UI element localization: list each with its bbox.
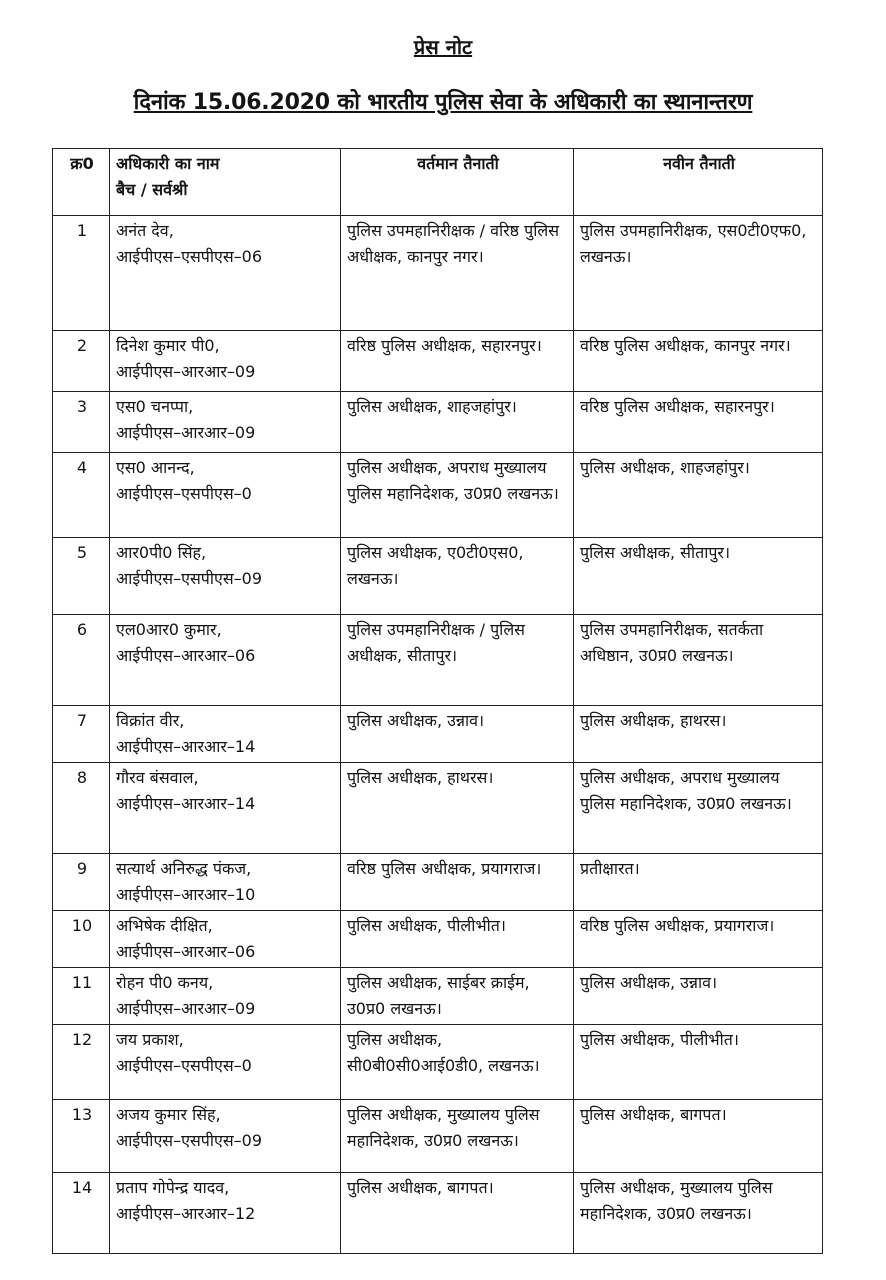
officer-name: प्रताप गोपेन्द्र यादव, <box>116 1178 230 1197</box>
row-current-posting: वरिष्ठ पुलिस अधीक्षक, प्रयागराज। <box>341 854 574 911</box>
row-serial-number: 4 <box>53 453 110 538</box>
row-new-posting: पुलिस अधीक्षक, अपराध मुख्यालय पुलिस महानिदेशक, उ0प्र0 लखनऊ। <box>574 763 823 854</box>
row-officer <box>110 331 341 392</box>
row-serial-number: 2 <box>53 331 110 392</box>
row-current-posting: पुलिस अधीक्षक, अपराध मुख्यालय पुलिस महानिदेशक, उ0प्र0 लखनऊ। <box>341 453 574 538</box>
transfer-table <box>52 148 823 1254</box>
row-new-posting: वरिष्ठ पुलिस अधीक्षक, सहारनपुर। <box>574 392 823 453</box>
row-current-posting: पुलिस अधीक्षक, बागपत। <box>341 1173 574 1254</box>
table-row <box>53 1100 823 1173</box>
officer-name: गौरव बंसवाल, <box>116 768 199 787</box>
row-new-posting: पुलिस अधीक्षक, पीलीभीत। <box>574 1025 823 1100</box>
header-officer-name-line1: अधिकारी का नाम <box>116 154 220 173</box>
header-officer-name-line2: बैच / सर्वश्री <box>116 180 188 199</box>
officer-batch: आईपीएस–आरआर–06 <box>116 646 256 665</box>
table-row <box>53 911 823 968</box>
row-serial-number: 11 <box>53 968 110 1025</box>
row-serial-number: 6 <box>53 615 110 706</box>
table-row <box>53 331 823 392</box>
row-current-posting: पुलिस अधीक्षक, ए0टी0एस0, लखनऊ। <box>341 538 574 615</box>
row-current-posting: पुलिस अधीक्षक, उन्नाव। <box>341 706 574 763</box>
officer-name: जय प्रकाश, <box>116 1030 184 1049</box>
header-current-posting: वर्तमान तैनाती <box>341 149 574 216</box>
officer-name: आर0पी0 सिंह, <box>116 543 207 562</box>
row-current-posting: पुलिस अधीक्षक, मुख्यालय पुलिस महानिदेशक, उ0प्र0 लखनऊ। <box>341 1100 574 1173</box>
table-row <box>53 854 823 911</box>
row-current-posting: पुलिस अधीक्षक, साईबर क्राईम, उ0प्र0 लखनऊ। <box>341 968 574 1025</box>
row-officer <box>110 538 341 615</box>
officer-name: दिनेश कुमार पी0, <box>116 336 220 355</box>
row-new-posting: प्रतीक्षारत। <box>574 854 823 911</box>
row-new-posting: पुलिस उपमहानिरीक्षक, एस0टी0एफ0, लखनऊ। <box>574 216 823 331</box>
row-current-posting: पुलिस अधीक्षक, सी0बी0सी0आई0डी0, लखनऊ। <box>341 1025 574 1100</box>
row-new-posting: पुलिस अधीक्षक, शाहजहांपुर। <box>574 453 823 538</box>
row-current-posting: वरिष्ठ पुलिस अधीक्षक, सहारनपुर। <box>341 331 574 392</box>
row-serial-number: 8 <box>53 763 110 854</box>
officer-batch: आईपीएस–आरआर–06 <box>116 942 256 961</box>
row-serial-number: 9 <box>53 854 110 911</box>
row-new-posting: वरिष्ठ पुलिस अधीक्षक, कानपुर नगर। <box>574 331 823 392</box>
officer-batch: आईपीएस–आरआर–09 <box>116 999 256 1018</box>
officer-name: रोहन पी0 कनय, <box>116 973 214 992</box>
officer-name: अभिषेक दीक्षित, <box>116 916 213 935</box>
row-current-posting: पुलिस अधीक्षक, शाहजहांपुर। <box>341 392 574 453</box>
row-serial-number: 3 <box>53 392 110 453</box>
row-new-posting: पुलिस उपमहानिरीक्षक, सतर्कता अधिष्ठान, उ0प्र0 लखनऊ। <box>574 615 823 706</box>
officer-batch: आईपीएस–एसपीएस–09 <box>116 569 263 588</box>
header-officer-name <box>110 149 341 216</box>
row-serial-number: 7 <box>53 706 110 763</box>
officer-batch: आईपीएस–आरआर–14 <box>116 737 256 756</box>
table-row <box>53 453 823 538</box>
table-header-row <box>53 149 823 216</box>
table-row <box>53 706 823 763</box>
row-officer <box>110 453 341 538</box>
table-row <box>53 763 823 854</box>
row-new-posting: पुलिस अधीक्षक, मुख्यालय पुलिस महानिदेशक, उ0प्र0 लखनऊ। <box>574 1173 823 1254</box>
table-row <box>53 615 823 706</box>
row-officer <box>110 1100 341 1173</box>
row-officer <box>110 706 341 763</box>
header-serial-number: क्र0 <box>53 149 110 216</box>
page-title <box>0 33 886 60</box>
row-officer <box>110 216 341 331</box>
table-row <box>53 538 823 615</box>
row-new-posting: पुलिस अधीक्षक, हाथरस। <box>574 706 823 763</box>
row-new-posting: पुलिस अधीक्षक, बागपत। <box>574 1100 823 1173</box>
officer-name: विक्रांत वीर, <box>116 711 185 730</box>
table-row <box>53 392 823 453</box>
row-new-posting: वरिष्ठ पुलिस अधीक्षक, प्रयागराज। <box>574 911 823 968</box>
row-serial-number: 1 <box>53 216 110 331</box>
row-new-posting: पुलिस अधीक्षक, सीतापुर। <box>574 538 823 615</box>
row-officer <box>110 968 341 1025</box>
row-officer <box>110 615 341 706</box>
table-row <box>53 216 823 331</box>
row-current-posting: पुलिस उपमहानिरीक्षक / पुलिस अधीक्षक, सीतापुर। <box>341 615 574 706</box>
row-serial-number: 14 <box>53 1173 110 1254</box>
row-current-posting: पुलिस अधीक्षक, हाथरस। <box>341 763 574 854</box>
row-current-posting: पुलिस उपमहानिरीक्षक / वरिष्ठ पुलिस अधीक्षक, कानपुर नगर। <box>341 216 574 331</box>
officer-batch: आईपीएस–आरआर–09 <box>116 362 256 381</box>
page-subtitle <box>0 86 886 116</box>
row-serial-number: 10 <box>53 911 110 968</box>
officer-name: एस0 चनप्पा, <box>116 397 194 416</box>
table-row <box>53 1025 823 1100</box>
row-officer <box>110 763 341 854</box>
officer-name: एस0 आनन्द, <box>116 458 195 477</box>
officer-name: अनंत देव, <box>116 221 174 240</box>
row-serial-number: 5 <box>53 538 110 615</box>
officer-batch: आईपीएस–एसपीएस–0 <box>116 484 252 503</box>
row-serial-number: 13 <box>53 1100 110 1173</box>
officer-batch: आईपीएस–एसपीएस–0 <box>116 1056 252 1075</box>
officer-batch: आईपीएस–आरआर–14 <box>116 794 256 813</box>
row-current-posting: पुलिस अधीक्षक, पीलीभीत। <box>341 911 574 968</box>
officer-batch: आईपीएस–आरआर–09 <box>116 423 256 442</box>
row-officer <box>110 392 341 453</box>
header-new-posting: नवीन तैनाती <box>574 149 823 216</box>
row-officer <box>110 911 341 968</box>
officer-batch: आईपीएस–एसपीएस–09 <box>116 1131 263 1150</box>
row-officer <box>110 1025 341 1100</box>
row-officer <box>110 1173 341 1254</box>
table-row <box>53 1173 823 1254</box>
page-subtitle-text: दिनांक 15.06.2020 को भारतीय पुलिस सेवा के अधिकारी का स्थानान्तरण <box>133 90 753 115</box>
officer-batch: आईपीएस–आरआर–10 <box>116 885 256 904</box>
officer-batch: आईपीएस–आरआर–12 <box>116 1204 256 1223</box>
officer-name: एल0आर0 कुमार, <box>116 620 222 639</box>
row-serial-number: 12 <box>53 1025 110 1100</box>
row-officer <box>110 854 341 911</box>
officer-name: अजय कुमार सिंह, <box>116 1105 221 1124</box>
page-title-text: प्रेस नोट <box>413 35 473 59</box>
officer-batch: आईपीएस–एसपीएस–06 <box>116 247 263 266</box>
row-new-posting: पुलिस अधीक्षक, उन्नाव। <box>574 968 823 1025</box>
table-row <box>53 968 823 1025</box>
officer-name: सत्यार्थ अनिरुद्ध पंकज, <box>116 859 252 878</box>
